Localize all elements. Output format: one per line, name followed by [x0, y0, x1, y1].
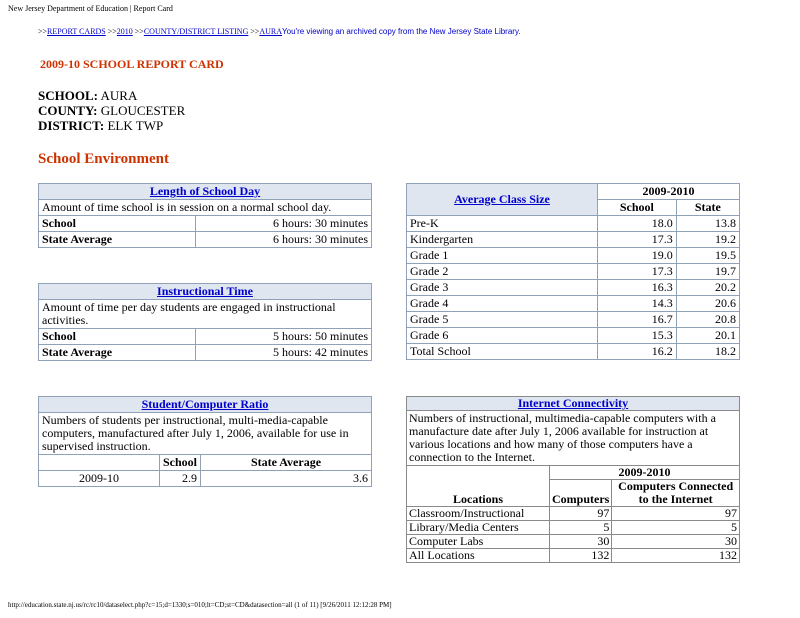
school-value: 18.0	[598, 216, 677, 232]
school-value: 19.0	[598, 248, 677, 264]
row-school-value: 2.9	[160, 471, 201, 487]
county-label: COUNTY:	[38, 103, 98, 118]
internet-description: Numbers of instructional, multimedia-capable computers with a manufacture date after July 1, 2006 available for instruction at various locations and how many of those computers have a connection to the Internet.	[407, 411, 740, 466]
row-label: State Average	[39, 345, 196, 361]
instructional-time-description: Amount of time per day students are engaged in instructional activities.	[39, 300, 372, 329]
length-of-day-description: Amount of time school is in session on a normal school day.	[39, 200, 372, 216]
connected-value: 5	[612, 521, 740, 535]
col-computers: Computers	[550, 480, 612, 507]
connected-value: 97	[612, 507, 740, 521]
state-value: 13.8	[676, 216, 739, 232]
grade-label: Total School	[407, 344, 598, 360]
length-of-day-table	[38, 183, 372, 248]
length-of-day-link[interactable]: Length of School Day	[149, 184, 261, 198]
state-value: 20.1	[676, 328, 739, 344]
location-label: Computer Labs	[407, 535, 550, 549]
table-row	[39, 216, 372, 232]
col-connected: Computers Connected to the Internet	[612, 480, 740, 507]
state-value: 18.2	[676, 344, 739, 360]
state-value: 20.6	[676, 296, 739, 312]
table-row	[407, 344, 740, 360]
school-info	[38, 88, 185, 133]
breadcrumb-separator: >>	[38, 27, 48, 36]
table-row	[407, 280, 740, 296]
location-label: Classroom/Instructional	[407, 507, 550, 521]
table-row	[39, 345, 372, 361]
row-label: School	[39, 216, 196, 232]
connected-value: 30	[612, 535, 740, 549]
grade-label: Grade 1	[407, 248, 598, 264]
table-row	[407, 216, 740, 232]
breadcrumb-county-listing-link[interactable]: COUNTY/DISTRICT LISTING	[143, 27, 249, 36]
grade-label: Grade 6	[407, 328, 598, 344]
internet-header	[407, 397, 740, 411]
internet-table	[406, 396, 740, 563]
col-school: School	[160, 455, 201, 471]
state-value: 19.5	[676, 248, 739, 264]
length-of-day-header	[39, 184, 372, 200]
row-value: 6 hours: 30 minutes	[196, 216, 372, 232]
computer-ratio-header	[39, 397, 372, 413]
col-state: State	[676, 200, 739, 216]
print-footer: http://education.state.nj.us/rc/rc10/dataselect.php?c=15;d=1330;s=010;lt=CD;st=CD&datasection=all (1 of 11) [9/26/2011 12:12:28 PM]	[8, 601, 392, 609]
row-value: 5 hours: 50 minutes	[196, 329, 372, 345]
district-label: DISTRICT:	[38, 118, 105, 133]
table-row	[39, 471, 372, 487]
archive-note: You're viewing an archived copy from the New Jersey State Library.	[282, 27, 521, 36]
instructional-time-header	[39, 284, 372, 300]
school-value: 16.2	[598, 344, 677, 360]
breadcrumb-separator: >>	[132, 27, 144, 36]
row-year: 2009-10	[39, 471, 160, 487]
instructional-time-link[interactable]: Instructional Time	[157, 284, 253, 298]
school-value: 17.3	[598, 232, 677, 248]
school-value: 15.3	[598, 328, 677, 344]
state-value: 20.8	[676, 312, 739, 328]
breadcrumb-report-cards-link[interactable]: REPORT CARDS	[47, 27, 106, 36]
table-row	[407, 521, 740, 535]
computer-ratio-table	[38, 396, 372, 487]
col-state-average: State Average	[201, 455, 372, 471]
row-state-value: 3.6	[201, 471, 372, 487]
school-value: 16.7	[598, 312, 677, 328]
print-header: New Jersey Department of Education | Report Card	[8, 4, 173, 13]
breadcrumb-school-link[interactable]: AURA	[259, 27, 283, 36]
connected-value: 132	[612, 549, 740, 563]
school-line	[38, 88, 185, 103]
table-row	[39, 329, 372, 345]
class-size-header	[407, 184, 598, 216]
school-value: 14.3	[598, 296, 677, 312]
school-value: 17.3	[598, 264, 677, 280]
grade-label: Grade 2	[407, 264, 598, 280]
grade-label: Grade 5	[407, 312, 598, 328]
section-title: School Environment	[38, 151, 169, 167]
table-row	[407, 264, 740, 280]
report-title: 2009-10 SCHOOL REPORT CARD	[40, 57, 224, 71]
computers-value: 97	[550, 507, 612, 521]
col-school: School	[598, 200, 677, 216]
breadcrumb-separator: >>	[105, 27, 117, 36]
col-locations: Locations	[407, 466, 550, 507]
empty-header	[39, 455, 160, 471]
county-value: GLOUCESTER	[97, 103, 186, 118]
row-value: 5 hours: 42 minutes	[196, 345, 372, 361]
breadcrumb-separator: >>	[248, 27, 260, 36]
table-row	[407, 328, 740, 344]
computer-ratio-description: Numbers of students per instructional, multi-media-capable computers, manufactured after July 1, 2006, available for use in supervised instruction.	[39, 413, 372, 455]
grade-label: Grade 4	[407, 296, 598, 312]
row-value: 6 hours: 30 minutes	[196, 232, 372, 248]
internet-year-header: 2009-2010	[550, 466, 740, 480]
computers-value: 132	[550, 549, 612, 563]
grade-label: Kindergarten	[407, 232, 598, 248]
class-size-year-header: 2009-2010	[598, 184, 740, 200]
table-row	[407, 549, 740, 563]
location-label: All Locations	[407, 549, 550, 563]
state-value: 19.2	[676, 232, 739, 248]
computers-value: 30	[550, 535, 612, 549]
breadcrumb	[38, 27, 521, 36]
state-value: 19.7	[676, 264, 739, 280]
breadcrumb-year-link[interactable]: 2010	[116, 27, 133, 36]
table-row	[407, 232, 740, 248]
class-size-link[interactable]: Average Class Size	[454, 192, 550, 206]
row-label: School	[39, 329, 196, 345]
row-label: State Average	[39, 232, 196, 248]
computer-ratio-link[interactable]: Student/Computer Ratio	[141, 397, 269, 411]
grade-label: Pre-K	[407, 216, 598, 232]
district-value: ELK TWP	[104, 118, 164, 133]
table-row	[407, 248, 740, 264]
state-value: 20.2	[676, 280, 739, 296]
table-row	[39, 232, 372, 248]
school-value: AURA	[97, 88, 138, 103]
district-line	[38, 118, 185, 133]
table-row	[407, 535, 740, 549]
table-row	[407, 312, 740, 328]
internet-link[interactable]: Internet Connectivity	[517, 396, 629, 410]
class-size-table	[406, 183, 740, 360]
table-row	[407, 296, 740, 312]
location-label: Library/Media Centers	[407, 521, 550, 535]
school-value: 16.3	[598, 280, 677, 296]
instructional-time-table	[38, 283, 372, 361]
grade-label: Grade 3	[407, 280, 598, 296]
county-line	[38, 103, 185, 118]
computers-value: 5	[550, 521, 612, 535]
table-row	[407, 507, 740, 521]
school-label: SCHOOL:	[38, 88, 98, 103]
